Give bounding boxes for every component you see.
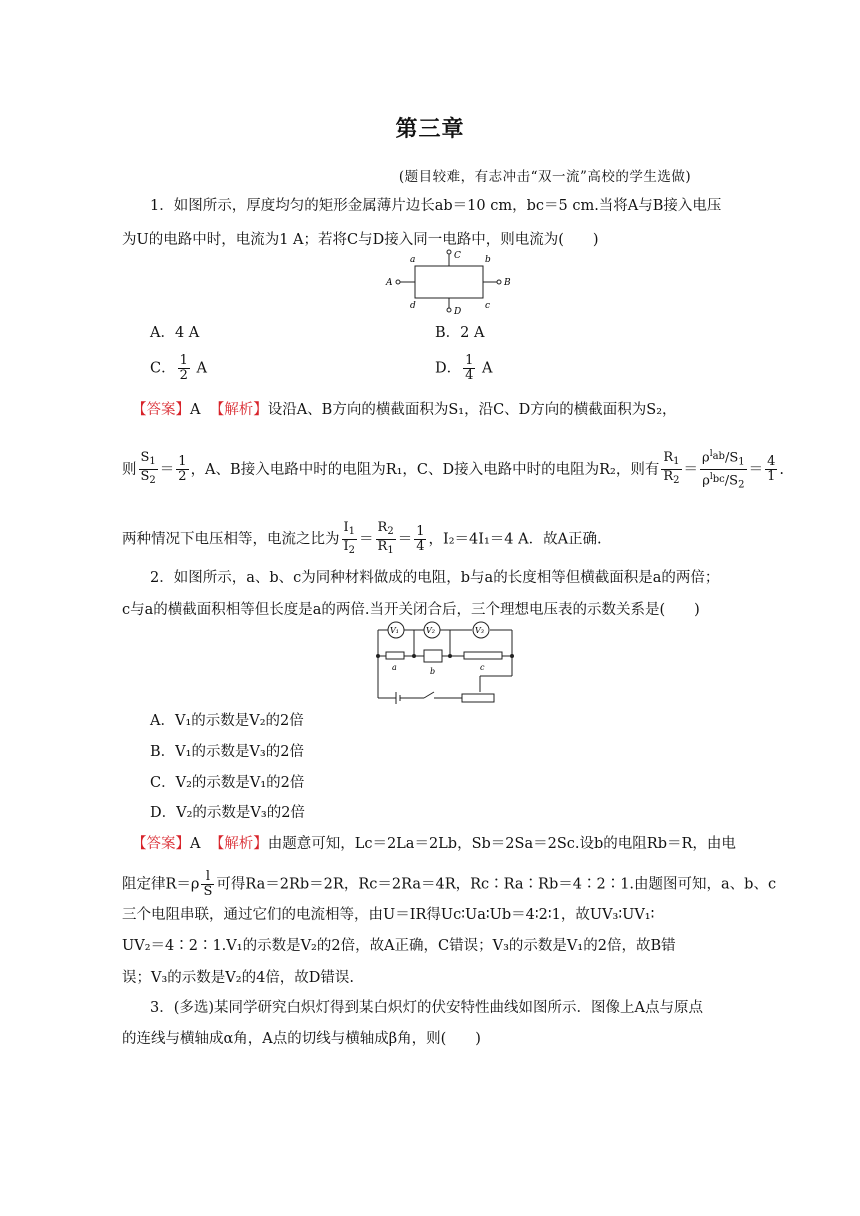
q2-analysis-line3: 三个电阻串联，通过它们的电流相等，由U＝IR得Uc∶Ua∶Ub＝4∶2∶1，故UV₃∶UV₁∶ (122, 907, 655, 923)
q1-stem-line2: 为U的电路中时，电流为1 A；若将C与D接入同一电路中，则电流为( ) (122, 232, 599, 248)
q1-answer-line1: 【答案】A 【解析】设沿A、B方向的横截面积为S₁，沿C、D方向的横截面积为S₂， (132, 402, 677, 418)
q1-metal-plate-figure (380, 248, 520, 318)
q2-circuit-figure (372, 620, 522, 704)
q1-answer-tag: 【答案】 (132, 402, 190, 418)
q2-stem-line2: c与a的横截面积相等但长度是a的两倍.当开关闭合后，三个理想电压表的示数关系是( ) (122, 602, 700, 618)
q1-fig-label-d: d (410, 301, 416, 311)
q1-option-d: D． $\frac{1}{4}$ A (435, 353, 493, 383)
q2-answer-line1: 【答案】A 【解析】由题意可知，Lc＝2La＝2Lb，Sb＝2Sa＝2Sc.设b的电阻Rb＝R，由电 (132, 836, 736, 852)
q1-fig-label-B: B (504, 278, 511, 288)
q1-stem-line1: 1．如图所示，厚度均匀的矩形金属薄片边长ab＝10 cm，bc＝5 cm.当将A与B接入电压 (150, 198, 722, 214)
q1-option-c: C． $\frac{1}{2}$ A (150, 353, 207, 383)
q2-option-b: B．V₁的示数是V₃的2倍 (150, 744, 304, 760)
q3-stem-line1: 3．(多选)某同学研究白炽灯得到某白炽灯的伏安特性曲线如图所示．图像上A点与原点 (150, 1000, 704, 1016)
q2-fig-label-v3: V₃ (475, 626, 484, 635)
q1-fig-label-D: D (454, 307, 462, 317)
q1-analysis-line2: 则 $\frac{S_1}{S_2}$ ＝ $\frac{1}{2}$ ，A、B接入电路中时的电阻为R₁，C、D接入电路中时的电阻为R₂，则有 $\frac{R_1}{R_2}$ ＝ $\frac{\rho^{l_{ab}}/S_1}{\rho^{l_{bc}}/S_2}$ ＝ $\frac{4}{1}$ . (122, 449, 785, 491)
q2-fig-label-b: b (430, 667, 436, 676)
q1-fig-label-b: b (485, 255, 491, 265)
q2-analysis-line4: UV₂＝4∶2∶1.V₁的示数是V₂的2倍，故A正确，C错误；V₃的示数是V₁的2倍，故B错 (122, 938, 676, 954)
q2-fig-label-v1: V₁ (390, 626, 399, 635)
q1-option-a: A．4 A (150, 325, 200, 341)
q1-analysis-tag: 【解析】 (209, 402, 268, 418)
chapter-title: 第三章 (395, 117, 465, 142)
q2-option-d: D．V₂的示数是V₃的2倍 (150, 805, 305, 821)
q2-stem-line1: 2．如图所示，a、b、c为同种材料做成的电阻，b与a的长度相等但横截面积是a的两倍； (150, 570, 720, 586)
q2-fig-label-v2: V₂ (426, 626, 435, 635)
q2-option-a: A．V₁的示数是V₂的2倍 (150, 713, 304, 729)
q2-option-c: C．V₂的示数是V₁的2倍 (150, 775, 305, 791)
q1-option-b: B．2 A (435, 325, 485, 341)
q3-stem-line2: 的连线与横轴成α角，A点的切线与横轴成β角，则( ) (122, 1031, 481, 1047)
q2-analysis-line2: 阻定律R＝ρ $\frac{l}{S}$ 可得Ra＝2Rb＝2R，Rc＝2Ra＝4R，Rc∶Ra∶Rb＝4∶2∶1.由题图可知，a、b、c (122, 869, 777, 899)
chapter-subtitle: (题目较难，有志冲击“双一流”高校的学生选做) (398, 169, 692, 185)
q2-answer-tag: 【答案】 (132, 836, 190, 852)
q1-fig-label-C: C (454, 251, 461, 261)
q2-analysis-tag: 【解析】 (209, 836, 268, 852)
q1-fig-label-A: A (386, 278, 393, 288)
q2-fig-label-a: a (392, 663, 397, 672)
q1-fig-label-a: a (410, 255, 416, 265)
q1-analysis-line3: 两种情况下电压相等，电流之比为 $\frac{I_1}{I_2}$ ＝ $\frac{R_2}{R_1}$ ＝ $\frac{1}{4}$ ，I₂＝4I₁＝4 A．故A正确. (122, 520, 602, 556)
q1-fig-label-c: c (485, 301, 491, 311)
q2-analysis-line5: 误；V₃的示数是V₂的4倍，故D错误. (122, 970, 355, 986)
q2-fig-label-c: c (480, 663, 485, 672)
